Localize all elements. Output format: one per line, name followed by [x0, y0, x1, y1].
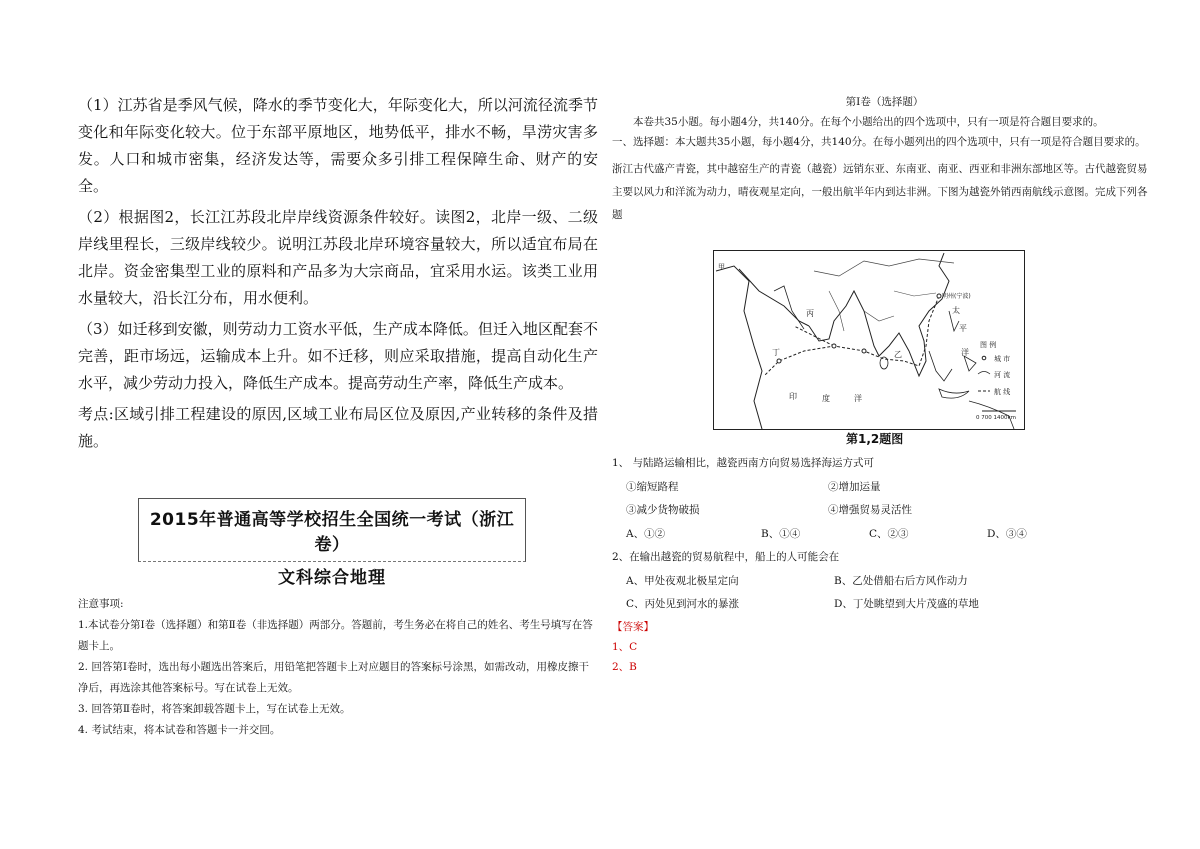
map-scale: 0 700 1400km [976, 415, 1017, 421]
knowledge-points: 考点:区域引排工程建设的原因,区域工业布局区位及原因,产业转移的条件及措施。 [78, 405, 598, 450]
q1-statement-4: ④增强贸易灵活性 [828, 504, 912, 516]
map-caption: 第1,2题图 [846, 432, 904, 446]
exam-title: 2015年普通高等学校招生全国统一考试（浙江卷） [149, 510, 515, 555]
explanation-paragraph-3: （3）如迁移到安徽，则劳动力工资水平低，生产成本降低。但迁入地区配套不完善，距市场远，运输成本上升。如不迁移，则应采取措施，提高自动化生产水平，减少劳动力投入，降低生产成本。提高劳动生产率，降低生产成本。 [78, 320, 598, 392]
exam-notes [78, 594, 598, 741]
legend-title: 图 例 [980, 341, 997, 349]
legend-river: 河 流 [994, 371, 1011, 379]
map-label-ding: 丁 [772, 348, 780, 357]
map-label-pacific-3: 洋 [961, 348, 969, 357]
q2-option-d: D、丁处眺望到大片茂盛的草地 [834, 598, 979, 610]
note-item: 2. 回答第Ⅰ卷时，选出每小题选出答案后，用铅笔把答题卡上对应题目的答案标号涂黑，如需改动，用橡皮擦干净后，再选涂其他答案标号。写在试卷上无效。 [78, 661, 590, 694]
exam-title-box [138, 498, 526, 588]
map-label-bing: 丙 [806, 309, 814, 318]
trade-route-map [713, 250, 1025, 430]
reading-passage: 浙江古代盛产青瓷，其中越窑生产的青瓷（越瓷）远销东亚、东南亚、南亚、西亚和非洲东部地区等。古代越瓷贸易主要以风力和洋流为动力，晴夜观星定向，一般出航半年内到达非洲。下图为越瓷外销西南航线示意图。完成下列各题 [612, 163, 1148, 221]
map-label-pacific-1: 太 [952, 306, 960, 315]
answer-2: 2、B [612, 660, 637, 673]
exam-subtitle: 文科综合地理 [278, 568, 386, 588]
answer-explanation [78, 92, 598, 455]
q1-option-d: D、③④ [987, 527, 1027, 540]
map-label-indian-2: 度 [822, 394, 830, 403]
map-label-indian-3: 洋 [854, 394, 862, 403]
map-label-pacific-2: 平 [959, 324, 967, 333]
answer-label: 【答案】 [612, 620, 654, 633]
map-label-jia: 甲 [718, 263, 725, 271]
map-label-indian-1: 印 [789, 392, 797, 401]
q1-statement-1: ①缩短路程 [626, 480, 679, 493]
map-drawing [714, 251, 1024, 429]
note-item: 4. 考试结束，将本试卷和答题卡一并交回。 [78, 724, 281, 736]
section-intro: 本卷共35小题。每小题4分，共140分。在每个小题给出的四个选项中，只有一项是符合题目要求的。 [633, 116, 1104, 128]
q1-option-b: B、①④ [761, 527, 801, 540]
note-item: 1.本试卷分第Ⅰ卷（选择题）和第Ⅱ卷（非选择题）两部分。答题前，考生务必在将自己的姓名、考生号填写在答题卡上。 [78, 619, 593, 652]
note-item: 3. 回答第Ⅱ卷时，将答案卸载答题卡上，写在试卷上无效。 [78, 703, 351, 715]
explanation-paragraph-2: （2）根据图2，长江江苏段北岸岸线资源条件较好。读图2，北岸一级、二级岸线里程长，三级岸线较少。说明江苏段北岸环境容量较大，所以适宜布局在北岸。资金密集型工业的原料和产品多为大宗商品，宜采用水运。该类工业用水量较大，沿长江分布，用水便利。 [78, 208, 598, 307]
map-label-yi: 乙 [894, 350, 902, 359]
question-section [612, 92, 1157, 227]
choice-instructions: 一、选择题：本大题共35小题，每小题4分，共140分。在每小题列出的四个选项中，只有一项是符合题目要求的。 [612, 136, 1146, 148]
legend-city: 城 市 [994, 355, 1011, 363]
q1-statement-2: ②增加运量 [828, 480, 881, 493]
q2-option-b: B、乙处借船右后方风作动力 [834, 574, 968, 587]
explanation-paragraph-1: （1）江苏省是季风气候，降水的季节变化大，年际变化大，所以河流径流季节变化和年际变化较大。位于东部平原地区，地势低平，排水不畅，旱涝灾害多发。人口和城市密集，经济发达等，需要众多引排工程保障生命、财产的安全。 [78, 96, 598, 195]
question-1-stem: 1、 与陆路运输相比，越瓷西南方向贸易选择海运方式可 [612, 457, 875, 469]
questions [612, 452, 1157, 677]
notes-heading: 注意事项: [78, 598, 124, 610]
q1-option-a: A、①② [626, 527, 666, 540]
legend-route: 航 线 [994, 388, 1011, 396]
question-2-stem: 2、在输出越瓷的贸易航程中，船上的人可能会在 [612, 551, 840, 563]
q2-option-a: A、甲处夜观北极星定向 [626, 574, 739, 587]
section-title: 第Ⅰ卷（选择题） [845, 96, 924, 108]
answer-1: 1、C [612, 640, 638, 653]
q1-option-c: C、②③ [869, 527, 909, 540]
map-label-mingzhou: 明州(宁波) [942, 293, 971, 300]
q1-statement-3: ③减少货物破损 [626, 504, 700, 516]
q2-option-c: C、丙处见到河水的暴涨 [626, 598, 740, 610]
